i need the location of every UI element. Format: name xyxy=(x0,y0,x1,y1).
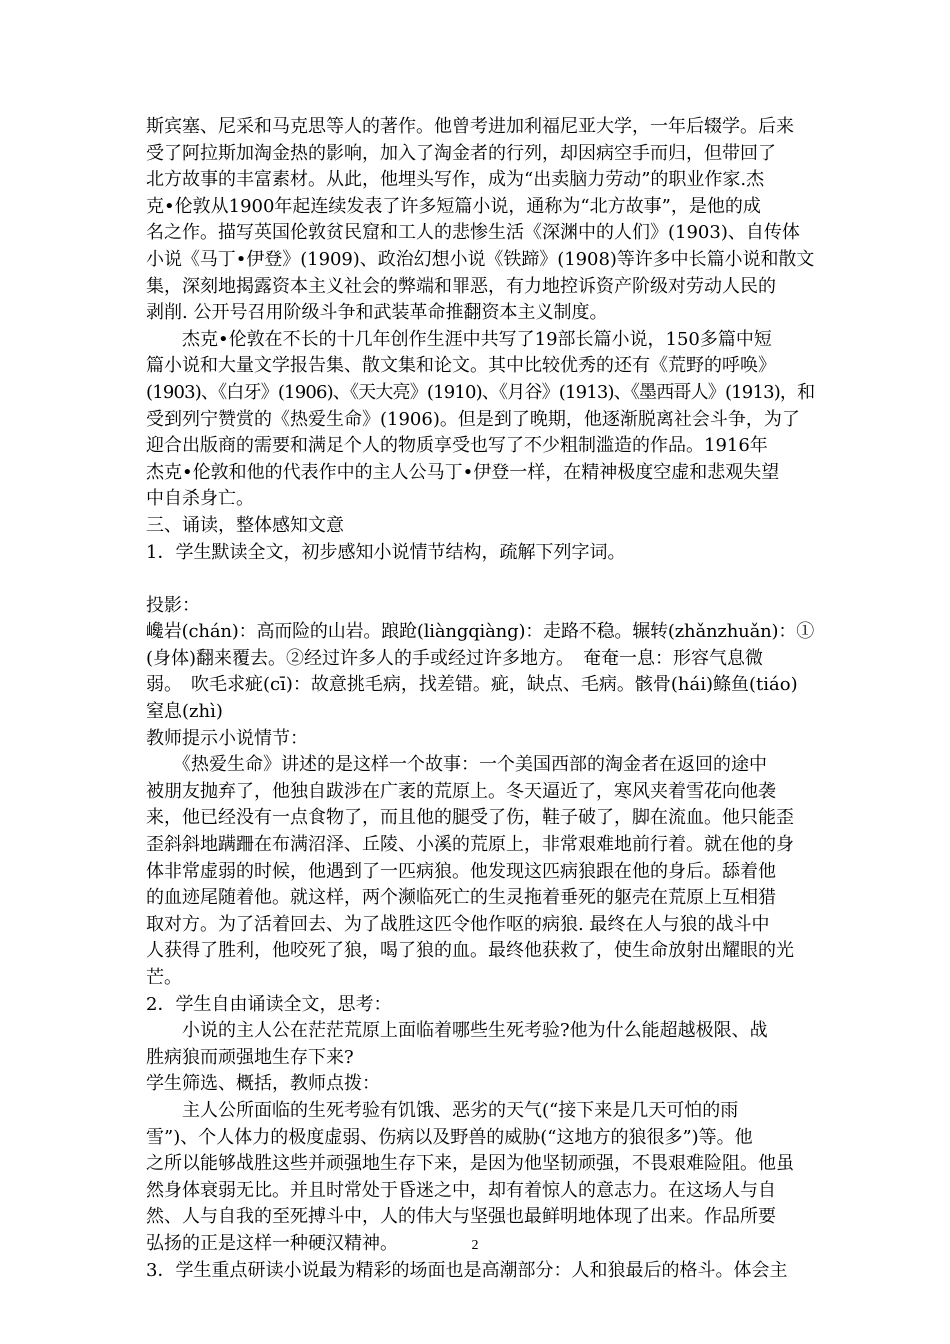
text-line: 主人公所面临的生死考验有饥饿、恶劣的天气(“接下来是几天可怕的雨 xyxy=(146,1099,739,1121)
text-line: 1．学生默读全文，初步感知小说情节结构，疏解下列字词。 xyxy=(146,541,626,563)
text-line: 杰克•伦敦和他的代表作中的主人公马丁•伊登一样，在精神极度空虚和悲观失望 xyxy=(146,461,780,483)
page-number: 2 xyxy=(471,1238,479,1253)
text-line: 人获得了胜利，他咬死了狼，喝了狼的血。最终他获救了，使生命放射出耀眼的光 xyxy=(146,940,794,962)
text-line: 体非常虚弱的时候，他遇到了一匹病狼。他发现这匹病狼跟在他的身后。舔着他 xyxy=(146,860,776,882)
text-line: 篇小说和大量文学报告集、散文集和论文。其中比较优秀的还有《荒野的呼唤》 xyxy=(146,355,776,377)
text-line: 斯宾塞、尼采和马克思等人的著作。他曾考进加利福尼亚大学，一年后辍学。后来 xyxy=(146,116,794,137)
text-line: (身体)翻来覆去。②经过许多人的手或经过许多地方。 奄奄一息：形容气息微 xyxy=(146,647,764,669)
text-line: 取对方。为了活着回去、为了战胜这匹令他作呕的病狼. 最终在人与狼的战斗中 xyxy=(146,913,770,935)
text-line: 然身体衰弱无比。并且时常处于昏迷之中，却有着惊人的意志力。在这场人与自 xyxy=(146,1179,776,1201)
text-line: 杰克•伦敦在不长的十几年创作生涯中共写了19部长篇小说，150多篇中短 xyxy=(146,328,772,350)
text-line: 弘扬的正是这样一种硬汉精神。 xyxy=(146,1232,398,1254)
text-line: 《热爱生命》讲述的是这样一个故事：一个美国西部的淘金者在返回的途中 xyxy=(146,754,767,776)
text-line: 北方故事的丰富素材。从此，他埋头写作，成为“出卖脑力劳动”的职业作家.杰 xyxy=(146,169,765,191)
text-line: 雪”)、个人体力的极度虚弱、伤病以及野兽的威胁(“这地方的狼很多”)等。他 xyxy=(146,1126,753,1148)
text-line: 来，他已经没有一点食物了，而且他的腿受了伤，鞋子破了，脚在流血。他只能歪 xyxy=(146,807,794,829)
text-line: 小说《马丁•伊登》(1909)、政治幻想小说《铁蹄》(1908)等许多中长篇小说和散文 xyxy=(146,248,815,270)
text-line: 名之作。描写英国伦敦贫民窟和工人的悲惨生活《深渊中的人们》(1903)、自传体 xyxy=(146,222,800,244)
text-line: 巉岩(chán)：高而险的山岩。踉跄(liàngqiàng)：走路不稳。辗转(zhǎnzhuǎn)：① xyxy=(146,621,815,643)
text-line: 迎合出版商的需要和满足个人的物质享受也写了不少粗制滥造的作品。1916年 xyxy=(146,435,768,457)
text-line: 克•伦敦从1900年起连续发表了许多短篇小说，通称为“北方故事”，是他的成 xyxy=(146,195,761,217)
text-line: 受到列宁赞赏的《热爱生命》(1906)。但是到了晚期，他逐渐脱离社会斗争，为了 xyxy=(146,408,800,430)
text-line: 小说的主人公在茫茫荒原上面临着哪些生死考验?他为什么能超越极限、战 xyxy=(146,1020,768,1042)
blank-line xyxy=(146,566,814,593)
text-line: 然、人与自我的至死搏斗中，人的伟大与坚强也最鲜明地体现了出来。作品所要 xyxy=(146,1206,776,1228)
text-line: 三、诵读，整体感知文意 xyxy=(146,514,344,536)
text-line: 教师提示小说情节： xyxy=(146,727,308,749)
text-line: 之所以能够战胜这些并顽强地生存下来，是因为他坚韧顽强，不畏艰难险阻。他虽 xyxy=(146,1153,794,1175)
text-line: 窒息(zhì) xyxy=(146,701,223,723)
document-body xyxy=(146,114,814,1284)
text-line: 受了阿拉斯加淘金热的影响，加入了淘金者的行列，却因病空手而归，但带回了 xyxy=(146,142,776,164)
text-line: 剥削. 公开号召用阶级斗争和武装革命推翻资本主义制度。 xyxy=(146,302,608,324)
text-line: 的血迹尾随着他。就这样，两个濒临死亡的生灵拖着垂死的躯壳在荒原上互相猎 xyxy=(146,887,776,909)
text-line: 中自杀身亡。 xyxy=(146,488,254,510)
text-line: 3．学生重点研读小说最为精彩的场面也是高潮部分：人和狼最后的格斗。体会主 xyxy=(146,1259,788,1281)
text-line: (1903)、《白牙》(1906)、《天大亮》(1910)、《月谷》(1913)、《墨西哥人》(1913)，和 xyxy=(146,381,815,403)
text-line: 歪斜斜地蹒跚在布满沼泽、丘陵、小溪的荒原上，非常艰难地前行着。就在他的身 xyxy=(146,834,794,856)
text-line: 芒。 xyxy=(146,967,182,988)
text-line: 弱。 吹毛求疵(cī)：故意挑毛病，找差错。疵，缺点、毛病。骸骨(hái)鲦鱼(tiáo) xyxy=(146,674,798,696)
text-line: 学生筛选、概括，教师点拨： xyxy=(146,1073,380,1095)
text-line: 集，深刻地揭露资本主义社会的弊端和罪恶，有力地控诉资产阶级对劳动人民的 xyxy=(146,275,776,297)
text-line: 投影： xyxy=(146,594,200,616)
text-line: 胜病狼而顽强地生存下来? xyxy=(146,1046,354,1068)
text-line: 2．学生自由诵读全文，思考： xyxy=(146,993,392,1015)
text-line: 被朋友抛弃了，他独自跋涉在广袤的荒原上。冬天逼近了，寒风夹着雪花向他袭 xyxy=(146,780,776,802)
